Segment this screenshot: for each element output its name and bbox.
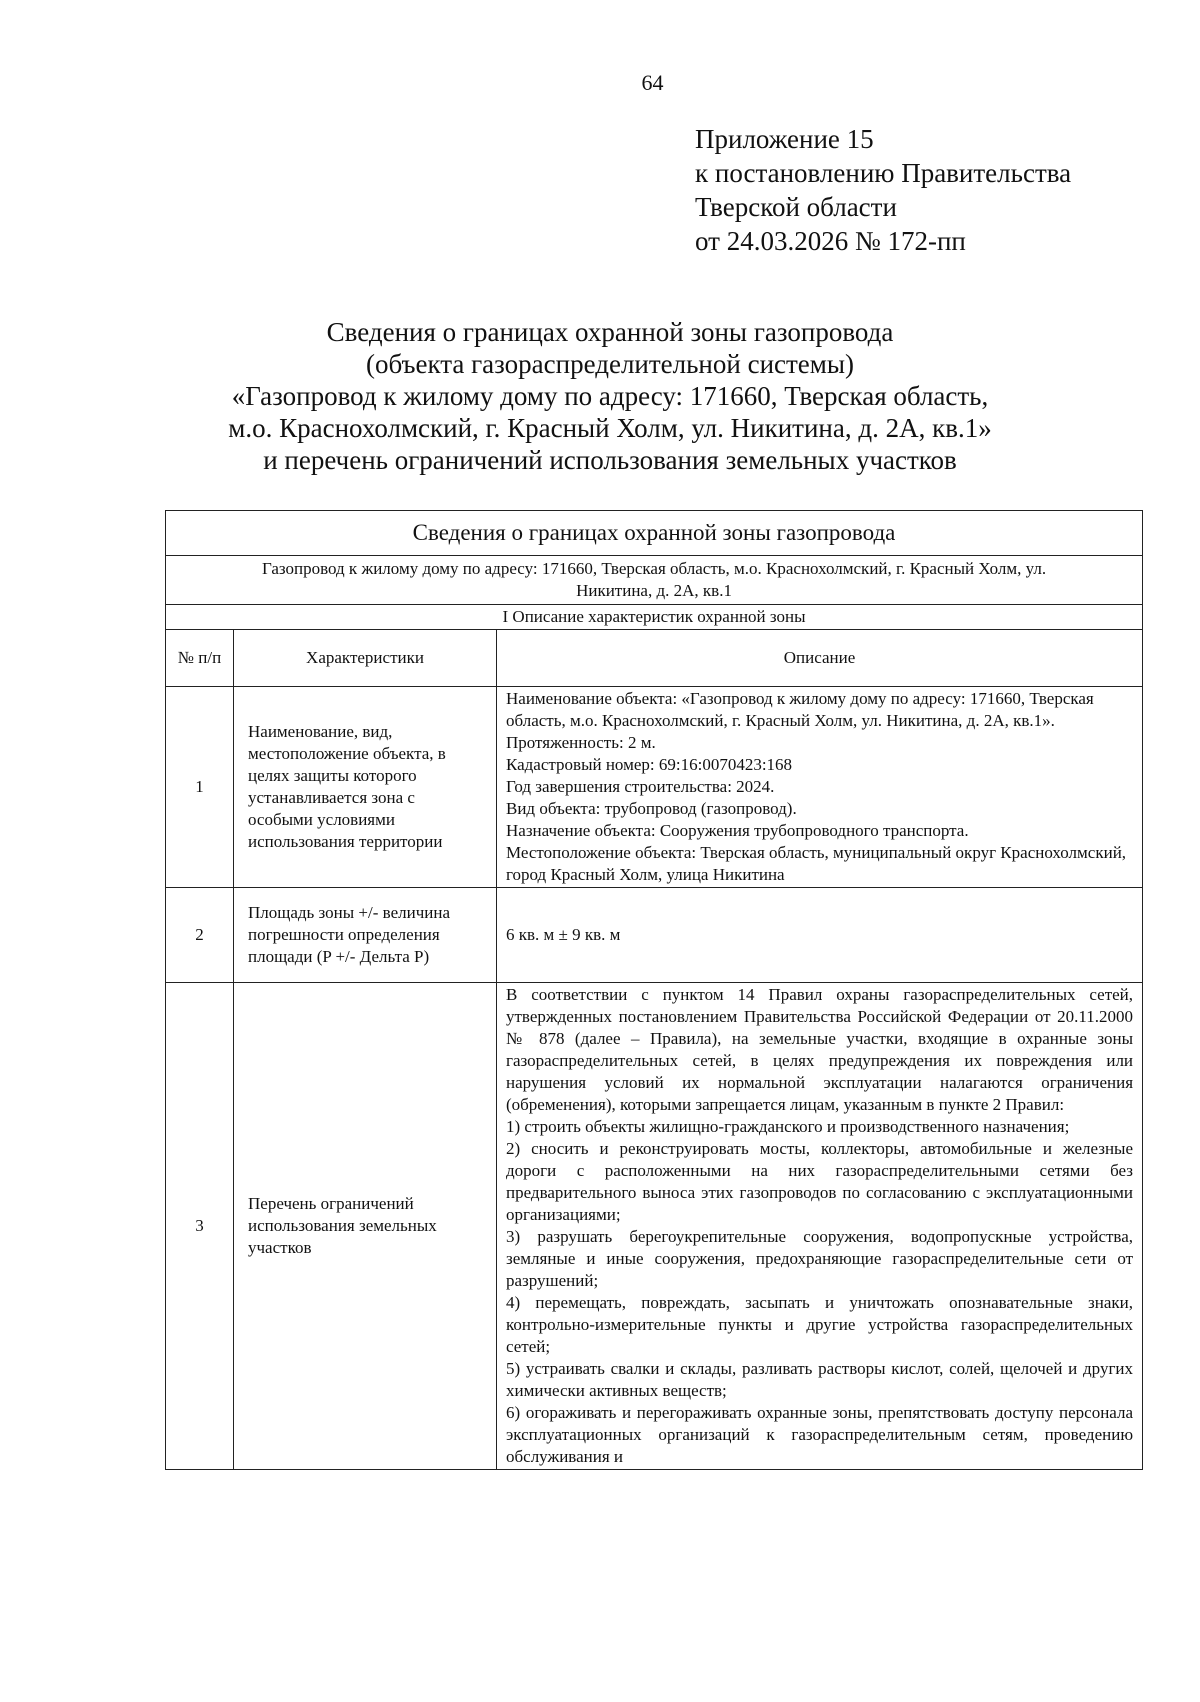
title-line: м.о. Краснохолмский, г. Красный Холм, ул. Никитина, д. 2А, кв.1» xyxy=(228,413,992,443)
title-line: «Газопровод к жилому дому по адресу: 171660, Тверская область, xyxy=(231,381,989,411)
restriction-item: 3) разрушать берегоукрепительные сооружения, водопропускные устройства, земляные и иные сооружения, предохраняющие газораспределительные сети от разрушений; xyxy=(506,1227,1134,1290)
description-line: Кадастровый номер: 69:16:0070423:168 xyxy=(506,755,793,774)
page-number: 64 xyxy=(641,70,664,95)
table-subtitle-row xyxy=(166,556,1143,605)
row-description: 6 кв. м ± 9 кв. м xyxy=(497,888,1143,983)
row-characteristic: Площадь зоны +/- величина погрешности определения площади (P +/- Дельта P) xyxy=(234,888,497,983)
row-number: 1 xyxy=(166,687,234,888)
row-characteristic: Перечень ограничений использования земельных участков xyxy=(234,983,497,1470)
restriction-item: 1) строить объекты жилищно-гражданского и производственного назначения; xyxy=(506,1117,1070,1136)
description-line: Вид объекта: трубопровод (газопровод). xyxy=(506,799,797,818)
table-title-row xyxy=(166,511,1143,556)
appendix-line: Тверской области xyxy=(695,192,897,222)
row-number: 3 xyxy=(166,983,234,1470)
table-subtitle: Газопровод к жилому дому по адресу: 171660, Тверская область, м.о. Краснохолмский, г. Красный Холм, ул. Никитина, д. 2А, кв.1 xyxy=(166,556,1143,605)
table-section-row xyxy=(166,605,1143,630)
appendix-line: Приложение 15 xyxy=(695,124,874,154)
header-description: Описание xyxy=(497,630,1143,687)
title-line: (объекта газораспределительной системы) xyxy=(365,349,855,379)
description-line: Протяженность: 2 м. xyxy=(506,733,656,752)
table-header-row xyxy=(166,630,1143,687)
restriction-item: 5) устраивать свалки и склады, разливать растворы кислот, солей, щелочей и других химически активных веществ; xyxy=(506,1359,1134,1400)
restriction-item: 2) сносить и реконструировать мосты, коллекторы, автомобильные и железные дороги с расположенными на них газораспределительными сетями без предварительного выноса этих газопроводов по согласованию с эксплуатационными организациями; xyxy=(506,1139,1134,1224)
row-description xyxy=(497,983,1143,1470)
appendix-line: к постановлению Правительства xyxy=(695,158,1072,188)
table-row xyxy=(166,687,1143,888)
title-line: Сведения о границах охранной зоны газопровода xyxy=(326,317,894,347)
appendix-block xyxy=(695,122,1071,258)
table-row xyxy=(166,888,1143,983)
table-row xyxy=(166,983,1143,1470)
row-description xyxy=(497,687,1143,888)
description-line: Назначение объекта: Сооружения трубопроводного транспорта. xyxy=(506,821,969,840)
row-characteristic: Наименование, вид, местоположение объекта, в целях защиты которого устанавливается зона с особыми условиями использования территории xyxy=(234,687,497,888)
row-number: 2 xyxy=(166,888,234,983)
header-num: № п/п xyxy=(166,630,234,687)
restrictions-intro: В соответствии с пунктом 14 Правил охраны газораспределительных сетей, утвержденных постановлением Правительства Российской Федерации от 20.11.2000 № 878 (далее – Правила), на земельные участки, входящие в охранные зоны газораспределительных сетей, в целях предупреждения их повреждения или нарушения условий их нормальной эксплуатации налагаются ограничения (обременения), которыми запрещается лицам, указанным в пункте 2 Правил: xyxy=(506,985,1134,1114)
description-line: Наименование объекта: «Газопровод к жилому дому по адресу: 171660, Тверская область, м.о. Краснохолмский, г. Красный Холм, ул. Никитина, д. 2А, кв.1». xyxy=(506,689,1094,730)
description-line: Год завершения строительства: 2024. xyxy=(506,777,775,796)
section-title: I Описание характеристик охранной зоны xyxy=(166,605,1143,630)
restriction-item: 6) огораживать и перегораживать охранные зоны, препятствовать доступу персонала эксплуатационных организаций к газораспределительным сетям, проведению обслуживания и xyxy=(506,1403,1134,1466)
table-title: Сведения о границах охранной зоны газопровода xyxy=(166,511,1143,556)
document-title xyxy=(150,316,1070,476)
description-line: Местоположение объекта: Тверская область, муниципальный округ Краснохолмский, город Красный Холм, улица Никитина xyxy=(506,843,1127,884)
restriction-item: 4) перемещать, повреждать, засыпать и уничтожать опознавательные знаки, контрольно-измерительные пункты и другие устройства газораспределительных сетей; xyxy=(506,1293,1134,1356)
header-characteristics: Характеристики xyxy=(234,630,497,687)
zone-table xyxy=(165,510,1143,1470)
title-line: и перечень ограничений использования земельных участков xyxy=(263,445,957,475)
appendix-line: от 24.03.2026 № 172-пп xyxy=(695,226,966,256)
